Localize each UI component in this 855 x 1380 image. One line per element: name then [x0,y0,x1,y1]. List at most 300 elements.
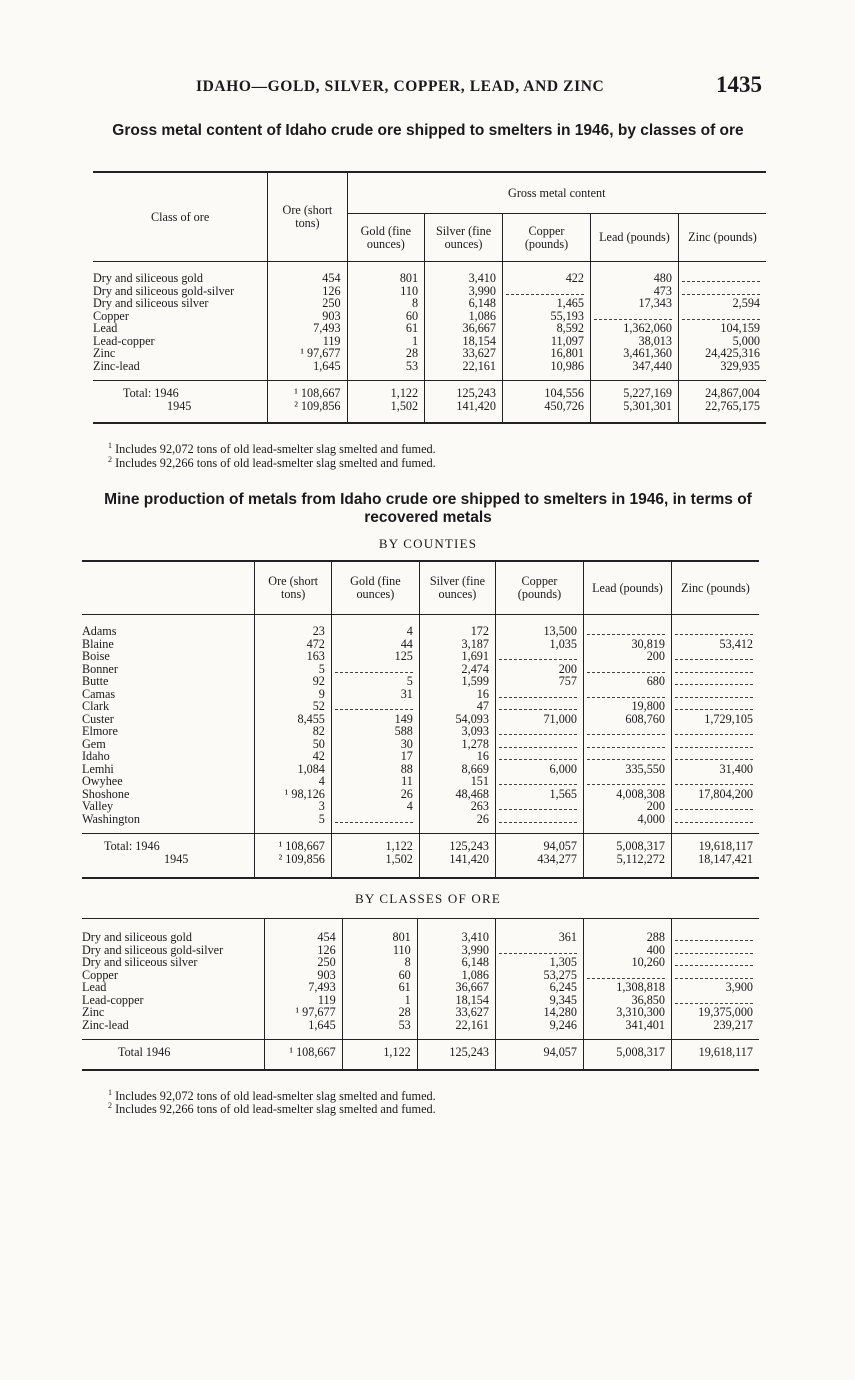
cell-gold: 110 [342,944,417,957]
cell-gold: 17 [331,750,419,763]
cell-zinc [671,956,759,969]
cell-gold: 60 [347,310,425,323]
county-row [82,675,759,688]
row-label: Dry and siliceous gold-silver [93,283,235,298]
cell-lead: 341,401 [583,1019,671,1040]
header-title: IDAHO—GOLD, SILVER, COPPER, LEAD, AND ZINC [196,78,605,95]
empty-dash [675,933,753,941]
cell-lead: 335,550 [583,763,671,776]
empty-dash [675,777,753,785]
cell-silver: 1,278 [419,738,495,751]
col-zinc: Zinc (pounds) [671,561,759,615]
empty-dash [587,740,665,748]
class-row [82,956,759,969]
empty-dash [675,946,753,954]
row-label: Butte [82,674,109,688]
cell-copper: 361 [495,919,583,944]
col-gold: Gold (fine ounces) [331,561,419,615]
cell-ore: ¹ 97,677 [268,347,347,360]
row-label: Boise [82,649,110,663]
cell-lead: 473 [590,285,678,298]
row-label: Owyhee [82,774,123,788]
col-copper: Copper (pounds) [502,214,590,262]
cell-silver: 2,474 [419,663,495,676]
empty-dash [675,815,753,823]
cell-ore: ¹ 108,667 [268,381,347,400]
cell-zinc: 2,594 [678,297,766,310]
county-total-row [82,834,759,853]
cell-silver: 3,990 [417,944,495,957]
cell-ore: 454 [268,262,347,285]
cell-silver: 3,093 [419,725,495,738]
empty-dash [335,665,413,673]
cell-ore: 250 [268,297,347,310]
cell-lead [583,738,671,751]
cell-lead: 680 [583,675,671,688]
col-ore: Ore (short tons) [255,561,331,615]
row-label: Total: 1946 [93,381,268,400]
col-class-of-ore: Class of ore [93,172,268,262]
cell-lead: 5,227,169 [590,381,678,400]
cell-ore: 1,645 [268,360,347,381]
row-label: Total 1946 [82,1040,264,1070]
row-label: Washington [82,811,140,826]
row-label: Dry and siliceous silver [82,955,198,969]
class-total-row [82,1040,759,1070]
empty-dash [499,946,577,954]
cell-copper: 94,057 [495,1040,583,1070]
cell-silver: 151 [419,775,495,788]
cell-gold: 1,122 [331,834,419,853]
cell-silver: 3,410 [425,262,503,285]
cell-lead: 288 [583,919,671,944]
cell-zinc: 239,217 [671,1019,759,1040]
cell-lead: 4,008,308 [583,788,671,801]
cell-ore: 119 [268,335,347,348]
cell-gold [331,700,419,713]
cell-ore: 1,084 [255,763,331,776]
col-copper: Copper (pounds) [495,561,583,615]
cell-silver: 47 [419,700,495,713]
row-label: Copper [93,308,129,323]
cell-zinc: 1,729,105 [671,713,759,726]
empty-dash [682,287,760,295]
county-row [82,615,759,638]
cell-gold: 26 [331,788,419,801]
cell-gold: 1,502 [347,400,425,424]
data-row [93,297,766,310]
county-row [82,775,759,788]
row-label: Zinc-lead [82,1017,129,1032]
cell-lead [583,725,671,738]
cell-lead: 1,308,818 [583,981,671,994]
col-lead: Lead (pounds) [583,561,671,615]
county-row [82,713,759,726]
cell-ore: 250 [264,956,342,969]
cell-gold: 53 [342,1019,417,1040]
empty-dash [499,652,577,660]
cell-copper: 11,097 [502,335,590,348]
empty-dash [682,312,760,320]
cell-ore: 1,645 [264,1019,342,1040]
cell-gold: 8 [347,297,425,310]
empty-dash [335,702,413,710]
cell-ore: 163 [255,650,331,663]
row-label: 1945 [93,400,268,424]
cell-silver: 125,243 [419,834,495,853]
empty-dash [499,727,577,735]
row-label: Zinc-lead [93,358,140,373]
cell-lead: 200 [583,800,671,813]
cell-ore: 903 [264,969,342,982]
table2-footnote-2: $^2$ Includes 92,266 tons of old lead-smelter slag smelted and fumed. [108,1101,436,1117]
empty-dash [499,802,577,810]
cell-gold: 11 [331,775,419,788]
empty-dash [587,971,665,979]
cell-ore: ¹ 108,667 [264,1040,342,1070]
cell-ore: 7,493 [264,981,342,994]
cell-zinc: 17,804,200 [671,788,759,801]
row-label: Idaho [82,749,110,763]
empty-dash [499,752,577,760]
empty-dash [499,740,577,748]
cell-ore: 52 [255,700,331,713]
cell-lead: 5,008,317 [583,1040,671,1070]
cell-zinc [671,675,759,688]
cell-copper: 55,193 [502,310,590,323]
cell-ore: 5 [255,813,331,834]
cell-silver: 22,161 [425,360,503,381]
subtitle-by-counties: BY COUNTIES [378,536,478,551]
empty-dash [682,274,760,282]
table1-title: Gross metal content of Idaho crude ore shipped to smelters in 1946, by classes of ore [112,122,744,139]
cell-silver: 125,243 [417,1040,495,1070]
cell-copper: 757 [495,675,583,688]
class-row [82,1019,759,1040]
county-row [82,800,759,813]
empty-dash [675,702,753,710]
cell-copper: 94,057 [495,834,583,853]
cell-gold [331,813,419,834]
cell-silver: 263 [419,800,495,813]
row-label: Lead [93,321,118,335]
cell-copper: 9,246 [495,1019,583,1040]
cell-zinc: 19,375,000 [671,1006,759,1019]
cell-silver: 6,148 [425,297,503,310]
cell-ore: 3 [255,800,331,813]
row-label: Elmore [82,724,118,738]
row-label: Lemhi [82,761,114,776]
empty-dash [587,690,665,698]
cell-zinc: 19,618,117 [671,1040,759,1070]
data-row [93,322,766,335]
empty-dash [587,777,665,785]
cell-lead [583,750,671,763]
cell-zinc [671,813,759,834]
cell-zinc: 24,425,316 [678,347,766,360]
table1-footnote-2: $^2$ Includes 92,266 tons of old lead-smelter slag smelted and fumed. [108,455,436,471]
cell-silver: 1,599 [419,675,495,688]
cell-copper [495,750,583,763]
cell-ore: ² 109,856 [268,400,347,424]
cell-zinc: 53,412 [671,638,759,651]
county-row [82,813,759,834]
cell-gold: 30 [331,738,419,751]
cell-copper [495,813,583,834]
cell-zinc: 5,000 [678,335,766,348]
empty-dash [499,815,577,823]
cell-copper [495,725,583,738]
cell-zinc: 18,147,421 [671,853,759,879]
cell-lead: 19,800 [583,700,671,713]
cell-copper: 422 [502,262,590,285]
cell-copper: 1,305 [495,956,583,969]
cell-ore: 8,455 [255,713,331,726]
cell-zinc [671,944,759,957]
cell-lead: 347,440 [590,360,678,381]
cell-copper: 1,035 [495,638,583,651]
cell-gold: 61 [347,322,425,335]
col-group-gross-metal: Gross metal content [347,172,766,214]
cell-copper: 14,280 [495,1006,583,1019]
row-label: Dry and siliceous gold [93,271,204,285]
row-label: Lead-copper [93,333,155,348]
cell-ore: 7,493 [268,322,347,335]
empty-dash [587,727,665,735]
cell-gold: 1,122 [342,1040,417,1070]
empty-dash [675,690,753,698]
empty-dash [675,971,753,979]
page-number: 1435 [716,72,762,97]
cell-zinc: 104,159 [678,322,766,335]
cell-copper: 9,345 [495,994,583,1007]
cell-zinc [671,800,759,813]
cell-gold: 1,502 [331,853,419,879]
cell-gold: 61 [342,981,417,994]
subtitle-by-classes: BY CLASSES OF ORE [355,891,501,906]
data-row [93,360,766,381]
cell-copper [495,775,583,788]
cell-gold: 110 [347,285,425,298]
cell-lead: 608,760 [583,713,671,726]
cell-ore: 9 [255,688,331,701]
col-silver: Silver (fine ounces) [425,214,503,262]
cell-copper: 6,245 [495,981,583,994]
cell-silver: 54,093 [419,713,495,726]
classes-of-ore-table [82,918,759,1071]
row-label: Dry and siliceous gold-silver [82,942,224,957]
cell-ore: ¹ 98,126 [255,788,331,801]
cell-silver: 141,420 [425,400,503,424]
cell-gold: 60 [342,969,417,982]
cell-gold: 4 [331,615,419,638]
cell-lead [583,775,671,788]
cell-lead: 400 [583,944,671,957]
col-gold: Gold (fine ounces) [347,214,425,262]
cell-lead: 3,461,360 [590,347,678,360]
cell-gold: 801 [342,919,417,944]
class-row [82,919,759,944]
cell-ore: 4 [255,775,331,788]
county-row [82,750,759,763]
cell-gold: 801 [347,262,425,285]
empty-dash [675,752,753,760]
row-label: Copper [82,967,118,982]
row-label: Shoshone [82,786,130,801]
cell-copper [495,738,583,751]
cell-silver: 141,420 [419,853,495,879]
cell-silver: 125,243 [425,381,503,400]
cell-copper: 104,556 [502,381,590,400]
cell-zinc [671,738,759,751]
cell-silver: 1,691 [419,650,495,663]
empty-dash [675,627,753,635]
cell-silver: 6,148 [417,956,495,969]
cell-gold: 1 [347,335,425,348]
cell-ore: 472 [255,638,331,651]
cell-zinc [671,750,759,763]
empty-dash [499,777,577,785]
row-label: Lead-copper [82,992,144,1007]
cell-silver: 1,086 [417,969,495,982]
row-label: Zinc [82,1005,105,1019]
cell-ore: 126 [264,944,342,957]
empty-dash [675,958,753,966]
cell-lead: 5,301,301 [590,400,678,424]
row-label: Adams [82,624,117,638]
empty-dash [335,815,413,823]
county-row [82,763,759,776]
cell-gold: 8 [342,956,417,969]
cell-silver: 16 [419,750,495,763]
row-label: Zinc [93,346,116,360]
cell-lead: 200 [583,650,671,663]
gross-metal-table [93,171,766,424]
cell-zinc: 31,400 [671,763,759,776]
cell-copper: 8,592 [502,322,590,335]
cell-ore: ² 109,856 [255,853,331,879]
cell-zinc: 19,618,117 [671,834,759,853]
cell-lead: 36,850 [583,994,671,1007]
row-label: Valley [82,799,114,813]
cell-ore: 82 [255,725,331,738]
empty-dash [675,996,753,1004]
row-label: Lead [82,980,107,994]
county-total-row [82,853,759,879]
cell-gold: 5 [331,675,419,688]
cell-silver: 16 [419,688,495,701]
cell-copper [495,800,583,813]
cell-lead: 5,112,272 [583,853,671,879]
cell-ore: 126 [268,285,347,298]
cell-zinc [671,775,759,788]
empty-dash [675,727,753,735]
cell-copper: 434,277 [495,853,583,879]
empty-dash [594,312,672,320]
class-row [82,981,759,994]
table2-footnote-1: $^1$ Includes 92,072 tons of old lead-smelter slag smelted and fumed. [108,1088,436,1104]
empty-dash [675,740,753,748]
cell-silver: 48,468 [419,788,495,801]
cell-ore: ¹ 108,667 [255,834,331,853]
empty-dash [675,665,753,673]
empty-dash [506,287,584,295]
cell-ore: 119 [264,994,342,1007]
cell-lead: 3,310,300 [583,1006,671,1019]
cell-copper: 6,000 [495,763,583,776]
cell-gold: 31 [331,688,419,701]
row-label: Blaine [82,636,114,651]
cell-zinc [671,615,759,638]
cell-zinc [671,650,759,663]
cell-copper [495,650,583,663]
cell-gold: 53 [347,360,425,381]
cell-silver: 33,627 [425,347,503,360]
cell-silver: 36,667 [417,981,495,994]
col-zinc: Zinc (pounds) [678,214,766,262]
cell-copper: 53,275 [495,969,583,982]
cell-gold: 588 [331,725,419,738]
cell-gold: 125 [331,650,419,663]
cell-zinc: 24,867,004 [678,381,766,400]
cell-zinc: 329,935 [678,360,766,381]
county-row [82,738,759,751]
cell-lead: 480 [590,262,678,285]
row-label: Clark [82,699,110,713]
cell-ore: 50 [255,738,331,751]
row-label: Dry and siliceous gold [82,919,264,944]
cell-silver: 26 [419,813,495,834]
cell-zinc [671,700,759,713]
cell-silver: 36,667 [425,322,503,335]
cell-lead: 4,000 [583,813,671,834]
cell-zinc [671,919,759,944]
row-label: Camas [82,686,116,701]
cell-zinc: 22,765,175 [678,400,766,424]
row-label: Gem [82,736,106,751]
mine-production-table [82,560,759,879]
cell-ore: ¹ 97,677 [264,1006,342,1019]
class-row [82,1006,759,1019]
cell-gold: 28 [342,1006,417,1019]
cell-ore: 903 [268,310,347,323]
cell-zinc [671,663,759,676]
row-label: Dry and siliceous silver [93,296,209,310]
cell-gold: 28 [347,347,425,360]
empty-dash [499,690,577,698]
empty-dash [587,665,665,673]
cell-copper: 16,801 [502,347,590,360]
total-row [93,400,766,424]
county-row [82,725,759,738]
cell-silver: 3,990 [425,285,503,298]
cell-lead: 5,008,317 [583,834,671,853]
cell-gold: 1,122 [347,381,425,400]
cell-copper: 71,000 [495,713,583,726]
cell-zinc [671,688,759,701]
county-row [82,700,759,713]
table2-title: Mine production of metals from Idaho crude ore shipped to smelters in 1946, in terms of recovered metals [104,491,752,526]
cell-zinc [678,262,766,285]
cell-silver: 1,086 [425,310,503,323]
cell-zinc: 3,900 [671,981,759,994]
cell-copper: 13,500 [495,615,583,638]
col-silver: Silver (fine ounces) [419,561,495,615]
cell-lead [583,615,671,638]
row-label: Bonner [82,661,118,676]
cell-gold: 4 [331,800,419,813]
cell-ore: 23 [255,615,331,638]
